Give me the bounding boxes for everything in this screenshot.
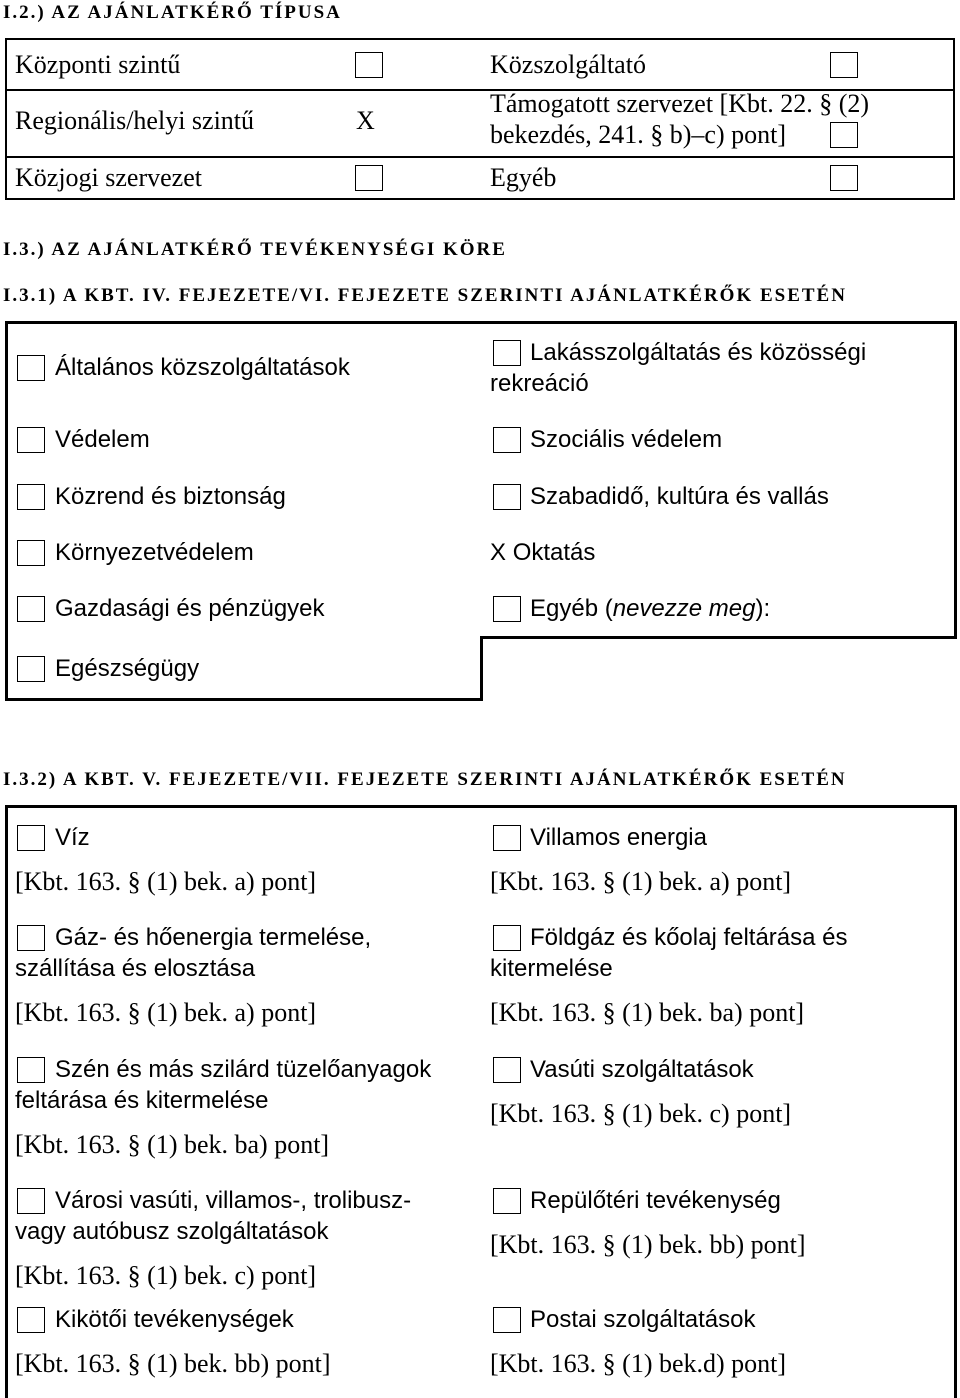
checkbox-water[interactable] (17, 825, 45, 851)
label-public-order: Közrend és biztonság (55, 483, 286, 510)
label-other-hint: nevezze meg (612, 595, 756, 622)
label-housing-line1: Lakásszolgáltatás és közösségi (530, 339, 867, 366)
checkbox-other-activity[interactable] (493, 596, 521, 622)
label-urban-transport-line1: Városi vasúti, villamos-, trolibusz- (55, 1187, 412, 1214)
label-supported-organisation-line1: Támogatott szervezet [Kbt. 22. § (2) (490, 89, 870, 118)
utilities-box-border (954, 805, 957, 1398)
activity-box-border (954, 321, 957, 639)
checkbox-defence[interactable] (17, 427, 45, 453)
heading-activity-v-vii: I.3.2) A KBT. V. FEJEZETE/VII. FEJEZETE SZERINTI AJÁNLATKÉRŐK ESETÉN (3, 769, 847, 790)
label-public-law-body: Közjogi szervezet (15, 163, 202, 192)
ref-urban-transport: [Kbt. 163. § (1) bek. c) pont] (15, 1261, 317, 1290)
label-coal-line2: feltárása és kitermelése (15, 1087, 269, 1114)
ref-electricity: [Kbt. 163. § (1) bek. a) pont] (490, 867, 792, 896)
label-water: Víz (55, 824, 90, 851)
checkbox-urban-transport[interactable] (17, 1188, 45, 1214)
checked-mark-regional-level[interactable]: X (356, 106, 375, 135)
activity-box-border (5, 321, 8, 701)
label-environment: Környezetvédelem (55, 539, 254, 566)
label-railway: Vasúti szolgáltatások (530, 1056, 754, 1083)
label-airport: Repülőtéri tevékenység (530, 1187, 781, 1214)
label-oil-gas-extraction-line1: Földgáz és kőolaj feltárása és (530, 924, 848, 951)
checkbox-leisure[interactable] (493, 484, 521, 510)
heading-activity-scope: I.3.) AZ AJÁNLATKÉRŐ TEVÉKENYSÉGI KÖRE (3, 239, 507, 260)
label-general-public-services: Általános közszolgáltatások (55, 354, 350, 381)
ref-oil-gas-extraction: [Kbt. 163. § (1) bek. ba) pont] (490, 998, 805, 1027)
checkbox-supported-organisation[interactable] (830, 122, 858, 148)
checkbox-environment[interactable] (17, 540, 45, 566)
checkbox-public-order[interactable] (17, 484, 45, 510)
label-port: Kikötői tevékenységek (55, 1306, 294, 1333)
education-item (490, 538, 595, 568)
ref-gas-heat: [Kbt. 163. § (1) bek. a) pont] (15, 998, 317, 1027)
label-health: Egészségügy (55, 655, 200, 682)
label-regional-level: Regionális/helyi szintű (15, 106, 255, 135)
ref-airport: [Kbt. 163. § (1) bek. bb) pont] (490, 1230, 806, 1259)
checkbox-public-law-body[interactable] (355, 165, 383, 191)
label-central-level: Központi szintű (15, 50, 181, 79)
label-other-activity (530, 594, 770, 624)
checkbox-railway[interactable] (493, 1057, 521, 1083)
label-other-suffix: ): (755, 595, 771, 622)
label-urban-transport-line2: vagy autóbusz szolgáltatások (15, 1218, 329, 1245)
label-gas-heat-line2: szállítása és elosztása (15, 955, 256, 982)
checkbox-other-type[interactable] (830, 165, 858, 191)
label-defence: Védelem (55, 426, 150, 453)
label-oil-gas-extraction-line2: kitermelése (490, 955, 613, 982)
ref-railway: [Kbt. 163. § (1) bek. c) pont] (490, 1099, 792, 1128)
checkbox-airport[interactable] (493, 1188, 521, 1214)
label-public-service-provider: Közszolgáltató (490, 50, 646, 79)
label-electricity: Villamos energia (530, 824, 707, 851)
checkbox-economic-financial[interactable] (17, 596, 45, 622)
checkbox-general-public-services[interactable] (17, 355, 45, 381)
activity-box-border (480, 636, 957, 639)
checkbox-oil-gas-extraction[interactable] (493, 925, 521, 951)
checkbox-social-protection[interactable] (493, 427, 521, 453)
checked-mark-education[interactable]: X (490, 539, 507, 566)
ref-port: [Kbt. 163. § (1) bek. bb) pont] (15, 1349, 331, 1378)
checkbox-postal[interactable] (493, 1307, 521, 1333)
checkbox-port[interactable] (17, 1307, 45, 1333)
label-economic-financial: Gazdasági és pénzügyek (55, 595, 325, 622)
heading-authority-type: I.2.) AZ AJÁNLATKÉRŐ TÍPUSA (3, 2, 342, 23)
checkbox-electricity[interactable] (493, 825, 521, 851)
activity-box-border (5, 321, 957, 324)
checkbox-gas-heat[interactable] (17, 925, 45, 951)
label-social-protection: Szociális védelem (530, 426, 723, 453)
checkbox-housing[interactable] (493, 340, 521, 366)
label-postal: Postai szolgáltatások (530, 1306, 756, 1333)
checkbox-health[interactable] (17, 656, 45, 682)
checkbox-central-level[interactable] (355, 52, 383, 78)
utilities-box-border (5, 805, 8, 1398)
label-gas-heat-line1: Gáz- és hőenergia termelése, (55, 924, 372, 951)
ref-coal: [Kbt. 163. § (1) bek. ba) pont] (15, 1130, 330, 1159)
label-housing-line2: rekreáció (490, 370, 589, 397)
label-education: Oktatás (512, 539, 596, 566)
checkbox-public-service-provider[interactable] (830, 52, 858, 78)
activity-box-border (5, 698, 483, 701)
label-other-type: Egyéb (490, 163, 557, 192)
ref-postal: [Kbt. 163. § (1) bek.d) pont] (490, 1349, 787, 1378)
label-leisure: Szabadidő, kultúra és vallás (530, 483, 829, 510)
label-other-prefix: Egyéb ( (530, 595, 613, 622)
activity-box-border (480, 636, 483, 701)
checkbox-coal[interactable] (17, 1057, 45, 1083)
label-supported-organisation-line2: bekezdés, 241. § b)–c) pont] (490, 120, 787, 149)
utilities-box-border (5, 805, 957, 808)
table-row-divider (5, 156, 955, 158)
label-coal-line1: Szén és más szilárd tüzelőanyagok (55, 1056, 432, 1083)
ref-water: [Kbt. 163. § (1) bek. a) pont] (15, 867, 317, 896)
heading-activity-iv-vi: I.3.1) A KBT. IV. FEJEZETE/VI. FEJEZETE SZERINTI AJÁNLATKÉRŐK ESETÉN (3, 285, 847, 306)
